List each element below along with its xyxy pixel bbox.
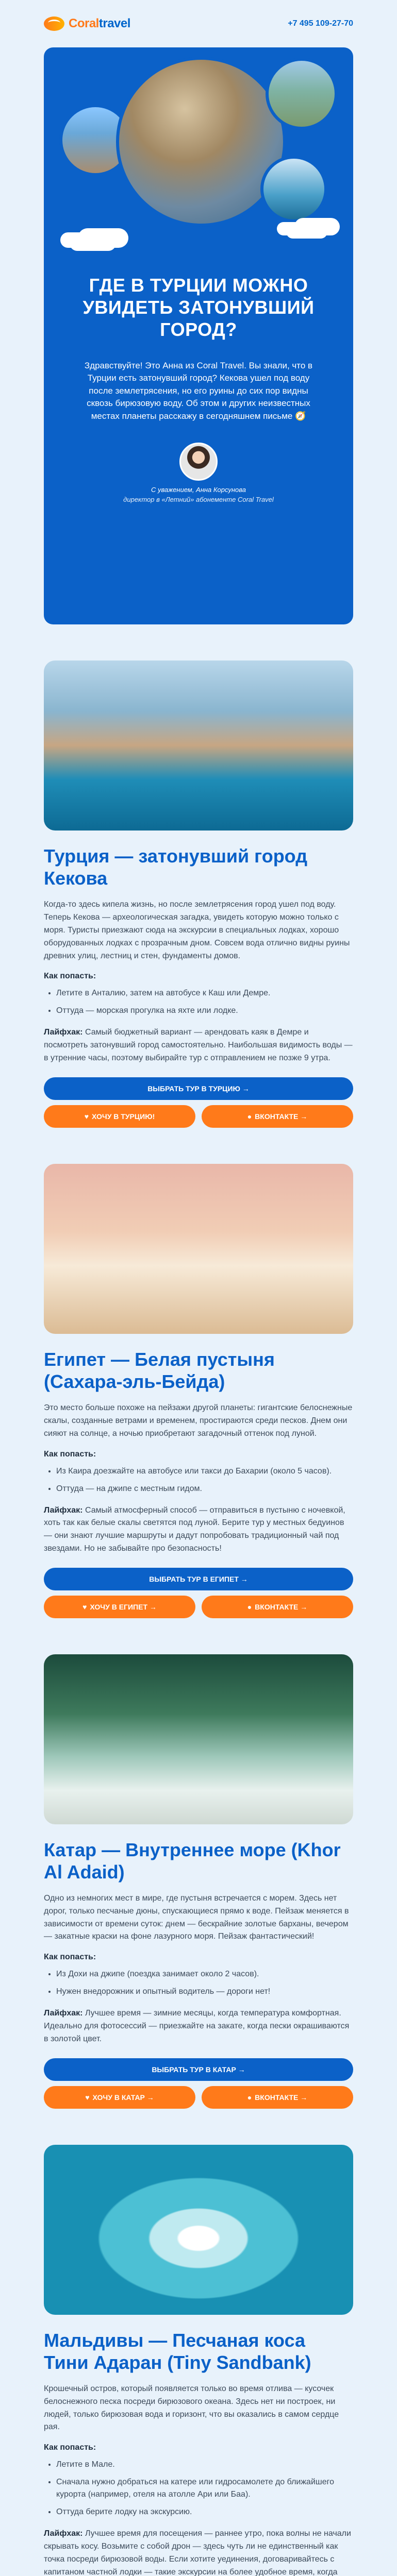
logo-mark-icon (44, 16, 64, 31)
tip-paragraph (44, 2007, 353, 2045)
heart-icon: ♥ (82, 1602, 87, 1611)
destination-photo (44, 1164, 353, 1334)
list-item: • Из Дохи на джипе (поездка занимает около 2 часов). (56, 1968, 353, 1980)
how-to-get-list (56, 987, 353, 1017)
heart-icon: ♥ (84, 1112, 89, 1121)
hero-intro: Здравствуйте! Это Анна из Coral Travel. Вы знали, что в Турции есть затонувший город? Кекова ушел под воду после землетрясения, но его руины до сих пор видны сквозь бирюзовую воду. Об этом и других неизвестных местах планеты расскажу в сегодняшнем письме 🧭 (84, 360, 313, 421)
want-trip-button[interactable]: ♥ ХОЧУ В КАТАР → (44, 2086, 195, 2109)
tip-paragraph (44, 2528, 353, 2576)
want-trip-button[interactable]: ♥ ХОЧУ В ЕГИПЕТ → (44, 1596, 195, 1618)
hero-photo-collage (44, 47, 353, 264)
tip-label: Лайфхак: (44, 1028, 83, 1037)
vk-icon: ● (247, 1112, 252, 1121)
tip-label: Лайфхак: (44, 2529, 83, 2538)
destination-text: Когда-то здесь кипела жизнь, но после землетрясения город ушел под воду. Теперь Кекова — археологическая загадка, увидеть которую можно только с моря. Туристы приезжают сюда на экскурсии в специальных лодках, хорошо оборудованных лодках с прозрачным дном. Совсем вода отлично видны руины древних улиц, лестниц и стен, фундаменты домов. (44, 900, 350, 960)
how-to-get-label: Как попасть: (44, 1449, 96, 1459)
author-signature: С уважением, Анна Корсунова (151, 485, 246, 494)
how-to-get-list (56, 1968, 353, 1998)
destination-maldives (44, 2145, 353, 2576)
choose-tour-button[interactable]: ВЫБРАТЬ ТУР В ТУРЦИЮ → (44, 1077, 353, 1100)
hero-photo-small-top-right (266, 58, 338, 130)
destination-qatar (44, 1654, 353, 2109)
hero-block (44, 47, 353, 624)
tip-label: Лайфхак: (44, 1505, 83, 1515)
list-item: • Оттуда — на джипе с местным гидом. (56, 1483, 353, 1495)
hero-title: ГДЕ В ТУРЦИИ МОЖНО УВИДЕТЬ ЗАТОНУВШИЙ ГОРОД? (82, 275, 315, 341)
tip-text: Лучшее время — зимние месяцы, когда температура комфортная. Идеально для фотосессий — приезжайте на закате, когда пески окрашиваются в золотой цвет. (44, 2009, 350, 2043)
destination-egypt (44, 1164, 353, 1618)
destination-text: Это место больше похоже на пейзажи другой планеты: гигантские белоснежные скалы, созданные ветрами и временем, простираются среди песков. Днем они сияют на солнце, а ночью приобретают загадочный оттенок под луной. (44, 1403, 353, 1438)
destination-title: Катар — Внутреннее море (Khor Al Adaid) (44, 1839, 341, 1883)
destination-turkey (44, 660, 353, 1128)
destination-text: Крошечный остров, который появляется только во время отлива — кусочек белоснежного песка посреди бирюзового океана. Здесь нет ни построек, ни людей, только бирюзовая вода и горизонт, что вы оказались в самом сердце рая. (44, 2384, 339, 2432)
list-item: • Летите в Анталию, затем на автобусе к Каш или Демре. (56, 987, 353, 999)
choose-tour-button[interactable]: ВЫБРАТЬ ТУР В ЕГИПЕТ → (44, 1568, 353, 1590)
tip-text: Самый бюджетный вариант — арендовать каяк в Демре и посмотреть затонувший город самостоятельно. Наибольшая видимость воды — в утренние часы, поэтому выбирайте тур с отправлением не позже 9 утра. (44, 1028, 353, 1062)
vk-icon: ● (247, 2093, 252, 2102)
destination-photo (44, 1654, 353, 1824)
author-role: директор в «Летний» абонементе Coral Travel (123, 495, 274, 503)
tip-text: Самый атмосферный способ — отправиться в пустыню с ночевкой, хоть так как белые скалы светятся под луной. Берите тур у местных бедуинов — они знают лучшие маршруты и дадут попробовать традиционный чай под звездами. Но не забывайте про безопасность! (44, 1505, 345, 1553)
how-to-get-list (56, 2459, 353, 2518)
vk-button[interactable]: ● ВКОНТАКТЕ → (202, 2086, 353, 2109)
top-bar (0, 0, 397, 47)
destination-photo (44, 660, 353, 831)
want-trip-button[interactable]: ♥ ХОЧУ В ТУРЦИЮ! (44, 1105, 195, 1128)
list-item: • Сначала нужно добраться на катере или гидросамолете до ближайшего курорта (например, отеля на атолле Ари или Баа). (56, 2476, 353, 2501)
list-item: • Оттуда — морская прогулка на яхте или лодке. (56, 1005, 353, 1017)
choose-tour-button[interactable]: ВЫБРАТЬ ТУР В КАТАР → (44, 2058, 353, 2081)
secondary-buttons (44, 1596, 353, 1618)
hero-photo-small-bottom-right (260, 156, 327, 223)
how-to-get-label: Как попасть: (44, 1953, 96, 1962)
secondary-buttons (44, 1105, 353, 1128)
tip-paragraph (44, 1504, 353, 1555)
destination-title: Турция — затонувший город Кекова (44, 845, 308, 889)
destination-text: Одно из немногих мест в мире, где пустыня встречается с морем. Здесь нет дорог, только песчаные дюны, спускающиеся прямо к воде. Пейзаж меняется в зависимости от времени суток: днем — бескрайние золотые барханы, вечером — закатные краски на фоне лазурного моря. Пейзаж фантастический! (44, 1894, 349, 1941)
how-to-get-label: Как попасть: (44, 2443, 96, 2452)
destination-title: Мальдивы — Песчаная коса Тини Адаран (Tiny Sandbank) (44, 2329, 311, 2373)
tip-paragraph (44, 1026, 353, 1064)
cloud-decoration (70, 235, 116, 251)
hero-photo-main (116, 57, 286, 227)
vk-button[interactable]: ● ВКОНТАКТЕ → (202, 1596, 353, 1618)
destination-photo (44, 2145, 353, 2315)
phone-number[interactable]: +7 495 109-27-70 (288, 19, 353, 28)
cloud-decoration (286, 225, 327, 239)
list-item: • Из Каира доезжайте на автобусе или такси до Бахарии (около 5 часов). (56, 1465, 353, 1478)
author-avatar (179, 443, 218, 481)
how-to-get-label: Как попасть: (44, 972, 96, 981)
vk-button[interactable]: ● ВКОНТАКТЕ → (202, 1105, 353, 1128)
heart-icon: ♥ (85, 2093, 90, 2102)
list-item: • Летите в Мале. (56, 2459, 353, 2471)
list-item: • Нужен внедорожник и опытный водитель — дороги нет! (56, 1986, 353, 1998)
tip-label: Лайфхак: (44, 2009, 83, 2018)
destination-title: Египет — Белая пустыня (Сахара-эль-Бейда) (44, 1348, 275, 1392)
vk-icon: ● (247, 1602, 252, 1611)
how-to-get-list (56, 1465, 353, 1495)
logo-text: Coraltravel (69, 16, 130, 30)
coral-travel-logo[interactable] (44, 16, 130, 31)
tip-text: Лучшее время для посещения — раннее утро, пока волны не начали скрывать косу. Возьмите с собой дрон — здесь чуть ли не единственный как точка посреди бирюзовой воды. Если хотите уединения, договаривайтесь с капитаном частной лодки — такие экскурсии на более удобное время, когда (44, 2529, 351, 2576)
list-item: • Оттуда берите лодку на экскурсию. (56, 2506, 353, 2518)
secondary-buttons (44, 2086, 353, 2109)
